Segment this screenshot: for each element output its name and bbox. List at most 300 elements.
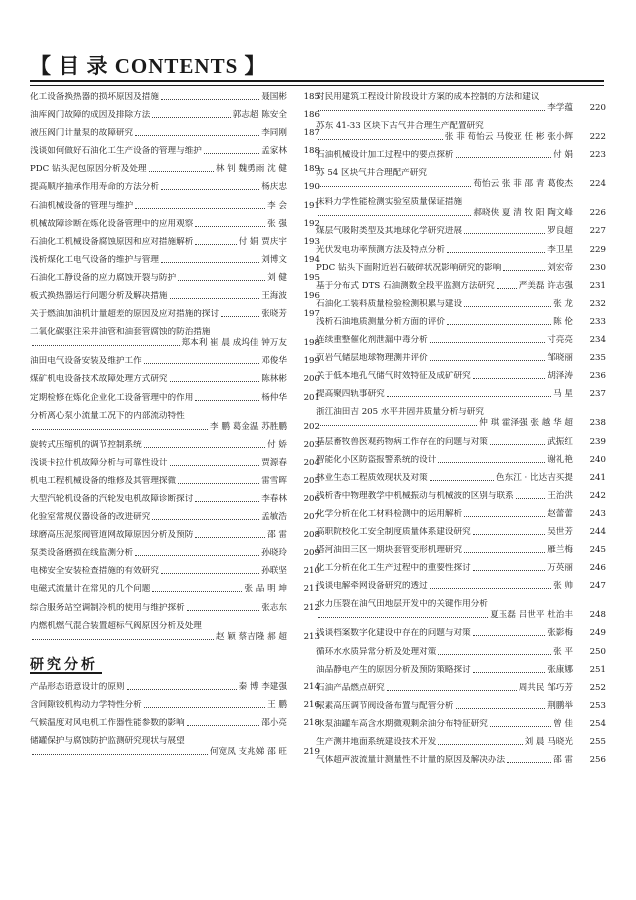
toc-line — [316, 455, 606, 466]
entry-title: 液压阀门计量泵的故障研究 — [30, 128, 134, 139]
entry-page-number: 208 — [303, 530, 320, 541]
entry-title: 智能化小区防盗报警系统的设计 — [316, 454, 437, 465]
entry-page-number: 234 — [589, 335, 606, 346]
entry-page-number: 251 — [589, 664, 606, 675]
entry-title: 林业生态工程质效现状及对策 — [316, 472, 428, 483]
entry-page-number: 198 — [303, 338, 320, 349]
dot-leader — [473, 534, 546, 535]
entry-title: 关于低本地孔气储气时效特征及成矿研究 — [316, 371, 471, 382]
entry-page-number: 224 — [589, 179, 606, 190]
dot-leader — [170, 465, 260, 466]
toc-line — [30, 201, 320, 212]
entry-page-number: 210 — [303, 566, 320, 577]
dot-leader — [127, 689, 237, 690]
entry-title: 产品形态语意设计的原则 — [30, 681, 125, 692]
toc-line — [30, 164, 320, 175]
right-entries-list — [316, 92, 606, 766]
toc-entry[interactable] — [316, 719, 606, 730]
toc-entry[interactable] — [316, 263, 606, 274]
toc-entry[interactable] — [30, 458, 320, 469]
toc-entry[interactable] — [316, 683, 606, 694]
entry-title: 煤层气吸附类型及其地球化学研究进展 — [316, 226, 463, 237]
toc-line — [316, 755, 606, 766]
dot-leader — [161, 573, 259, 574]
entry-author: 杨庆忠 — [261, 182, 287, 193]
entry-page-number: 252 — [589, 682, 606, 693]
entry-title: 提高聚四轨事研究 — [316, 389, 385, 400]
toc-line — [316, 665, 606, 676]
entry-author: 张 品 明 坤 — [244, 584, 287, 595]
toc-entry[interactable] — [30, 682, 320, 693]
entry-title: 机电工程机械设备的维修及其管理探微 — [30, 475, 177, 486]
entry-author: 张 菲 荀怡云 马俊亚 任 彬 张小辉 — [444, 132, 573, 143]
entry-author: 邵 雷 — [267, 530, 287, 541]
toc-entry[interactable] — [316, 245, 606, 256]
toc-entry[interactable] — [30, 237, 320, 248]
entry-page-number: 203 — [303, 439, 320, 450]
entry-title: 石油化工装料质量检验检测积累与建设 — [316, 298, 463, 309]
dot-leader — [438, 462, 545, 463]
toc-line — [316, 581, 606, 592]
toc-line — [30, 219, 320, 230]
entry-author: 武振红 — [547, 436, 573, 447]
entry-page-number: 199 — [303, 356, 320, 367]
dot-leader — [195, 226, 265, 227]
entry-page-number: 240 — [589, 454, 606, 465]
toc-entry[interactable] — [316, 563, 606, 574]
toc-entry[interactable] — [316, 389, 606, 400]
entry-title: 油库阀门故障的成因及排除方法 — [30, 110, 151, 121]
toc-line — [30, 182, 320, 193]
toc-line — [30, 682, 320, 693]
toc-line — [316, 610, 606, 621]
toc-line — [30, 736, 320, 747]
entry-author: 王海波 — [261, 291, 287, 302]
dot-leader — [318, 425, 477, 426]
toc-line — [30, 440, 320, 451]
dot-leader — [438, 744, 522, 745]
toc-entry[interactable] — [30, 164, 320, 175]
entry-title: 综合服务站空调制冷机的使用与维护探析 — [30, 602, 185, 613]
toc-line — [316, 371, 606, 382]
entry-title: 煤矿机电设备技术故障处理方式研究 — [30, 374, 168, 385]
entry-page-number: 229 — [589, 244, 606, 255]
toc-line — [316, 599, 606, 610]
toc-entry[interactable] — [30, 356, 320, 367]
entry-title: PDC 钻头下面附近岩石破碎状况影响研究的影响 — [316, 262, 502, 273]
entry-author: 邓俊华 — [261, 356, 287, 367]
dot-leader — [135, 208, 265, 209]
entry-author: 吴世芳 — [547, 526, 573, 537]
dot-leader — [473, 570, 546, 571]
entry-title: 生产测井地面系统建设技术开发 — [316, 737, 437, 747]
toc-entry[interactable] — [316, 197, 606, 219]
entry-author: 贾源春 — [261, 457, 287, 468]
toc-entry[interactable] — [30, 603, 320, 614]
toc-entry[interactable] — [316, 437, 606, 448]
entry-author: 李卫星 — [547, 244, 573, 255]
entry-page-number: 213 — [303, 631, 320, 642]
toc-entry[interactable] — [30, 327, 320, 349]
toc-line — [30, 603, 320, 614]
entry-page-number: 186 — [303, 110, 320, 121]
toc-line — [30, 309, 320, 320]
toc-entry[interactable] — [316, 168, 606, 190]
dot-leader — [152, 591, 242, 592]
entry-page-number: 241 — [589, 472, 606, 483]
entry-title: 石油产品燃点研究 — [316, 682, 385, 693]
dot-leader — [318, 110, 545, 111]
toc-entry[interactable] — [30, 584, 320, 595]
entry-title: 气体超声波流量计测量性不计量的原因及解决办法 — [316, 755, 506, 766]
entry-page-number: 235 — [589, 353, 606, 364]
dot-leader — [503, 270, 545, 271]
toc-entry[interactable] — [316, 701, 606, 712]
dot-leader — [195, 244, 236, 245]
entry-page-number: 194 — [303, 254, 320, 265]
entry-author: 王 鹏 — [267, 699, 287, 710]
dot-leader — [447, 252, 545, 253]
toc-line — [30, 718, 320, 729]
toc-line — [30, 273, 320, 284]
toc-entry[interactable] — [316, 491, 606, 502]
toc-entry[interactable] — [30, 440, 320, 451]
dot-leader — [464, 552, 545, 553]
toc-entry[interactable] — [30, 374, 320, 385]
toc-entry[interactable] — [316, 665, 606, 676]
toc-entry[interactable] — [30, 718, 320, 729]
toc-line — [30, 422, 320, 433]
toc-entry[interactable] — [316, 226, 606, 237]
entry-author: 张 龙 — [553, 298, 573, 309]
toc-entry[interactable] — [30, 621, 320, 643]
dot-leader — [473, 672, 546, 673]
dot-leader — [32, 754, 208, 755]
toc-line — [30, 128, 320, 139]
toc-line — [316, 683, 606, 694]
entry-author: 荀怡云 张 菲 邵 青 葛俊杰 — [473, 179, 573, 190]
entry-author: 孟敏浩 — [261, 512, 287, 523]
entry-page-number: 196 — [303, 291, 320, 302]
entry-page-number: 192 — [303, 218, 320, 229]
entry-author: 张志东 — [261, 602, 287, 613]
entry-page-number: 214 — [303, 681, 320, 692]
toc-line — [30, 747, 320, 758]
toc-line — [316, 317, 606, 328]
dot-leader — [178, 483, 259, 484]
entry-page-number: 230 — [589, 262, 606, 273]
entry-page-number: 231 — [589, 280, 606, 291]
entry-author: 林 钊 魏勇雨 沈 健 — [215, 164, 287, 175]
entry-author: 张康娜 — [547, 664, 573, 675]
toc-line — [30, 530, 320, 541]
toc-line — [316, 491, 606, 502]
entry-title: 高职院校化工安全制度质量体系建设研究 — [316, 526, 471, 537]
entry-title: 化工设备换热器的损坏原因及措施 — [30, 92, 159, 102]
entry-title: 浅谈电解牵网设备研究的透过 — [316, 581, 428, 592]
dot-leader — [464, 306, 551, 307]
entry-title: 储罐保护与腐蚀防护监测研究现状与展望 — [30, 735, 185, 746]
dot-leader — [318, 139, 443, 140]
toc-entry[interactable] — [30, 182, 320, 193]
entry-author: 孟家林 — [261, 146, 287, 157]
toc-entry[interactable] — [30, 128, 320, 139]
entry-author: 雷雪晖 — [261, 475, 287, 486]
toc-entry[interactable] — [316, 545, 606, 556]
dot-leader — [473, 378, 546, 379]
entry-page-number: 226 — [589, 208, 606, 219]
toc-line — [30, 458, 320, 469]
dot-leader — [161, 189, 259, 190]
toc-line — [30, 338, 320, 349]
toc-entry[interactable] — [316, 317, 606, 328]
entry-author: 郭志超 陈安全 — [232, 110, 287, 121]
toc-entry[interactable] — [30, 476, 320, 487]
entry-page-number: 256 — [589, 755, 606, 766]
toc-entry[interactable] — [316, 737, 606, 748]
dot-leader — [161, 99, 259, 100]
left-entries-list — [30, 92, 320, 643]
toc-entry[interactable] — [30, 411, 320, 433]
dot-leader — [152, 519, 259, 520]
entry-author: 雁兰梅 — [547, 545, 573, 556]
entry-author: 何宽凤 支兆娣 邵 旺 — [210, 746, 287, 757]
entry-author: 赵 颖 蔡吉隆 郝 超 — [215, 631, 287, 642]
entry-page-number: 209 — [303, 548, 320, 559]
toc-entry[interactable] — [316, 599, 606, 621]
toc-line — [30, 411, 320, 422]
toc-entry[interactable] — [316, 407, 606, 429]
entry-title: 浙江油田吉 205 水平井固井质量分析与研究 — [316, 407, 484, 418]
entry-author: 罗良超 — [547, 226, 573, 237]
toc-line — [316, 103, 606, 114]
left-column — [30, 92, 320, 765]
section-heading — [30, 655, 320, 674]
entry-title: 电磁式流量计在常见的几个问题 — [30, 584, 151, 595]
toc-line — [30, 393, 320, 404]
entry-title: 含间隙铰机构动力学特性分析 — [30, 699, 142, 710]
entry-page-number: 249 — [589, 628, 606, 639]
toc-line — [316, 407, 606, 418]
toc-entry[interactable] — [316, 527, 606, 538]
dot-leader — [170, 381, 260, 382]
dot-leader — [490, 444, 545, 445]
entry-author: 马 星 — [553, 389, 573, 400]
toc-line — [30, 291, 320, 302]
toc-entry[interactable] — [30, 393, 320, 404]
dot-leader — [195, 501, 259, 502]
toc-entry[interactable] — [316, 335, 606, 346]
toc-line — [316, 647, 606, 658]
entry-page-number: 185 — [303, 92, 320, 102]
entry-author: 付 娇 — [267, 439, 287, 450]
toc-line — [30, 548, 320, 559]
toc-entry[interactable] — [316, 121, 606, 143]
entry-title: 二氧化碳驱注采井油管和油套管腐蚀的防治措施 — [30, 327, 211, 338]
entry-author: 万英丽 — [547, 563, 573, 574]
dot-leader — [447, 324, 551, 325]
toc-entry[interactable] — [316, 581, 606, 592]
entry-title: 提高顺序抽承作用寿命的方法分析 — [30, 182, 159, 193]
entry-title: 机械故障诊断在炼化设备管理中的应用观察 — [30, 218, 194, 229]
toc-entry[interactable] — [30, 736, 320, 758]
toc-line — [316, 263, 606, 274]
entry-page-number: 239 — [589, 436, 606, 447]
dot-leader — [387, 690, 517, 691]
toc-line — [316, 628, 606, 639]
entry-page-number: 246 — [589, 563, 606, 574]
toc-entry[interactable] — [316, 473, 606, 484]
dot-leader — [161, 262, 259, 263]
entry-title: 大型汽轮机设备的汽轮发电机故障诊断探讨 — [30, 493, 194, 504]
toc-line — [316, 418, 606, 429]
entry-title: 浅析石油地质测量分析方面的评价 — [316, 316, 445, 327]
entry-title: 旋转式压缩机的调节控制系统 — [30, 439, 142, 450]
entry-title: 床料力学性能检测实验室质量保证措施 — [316, 197, 463, 208]
entry-author: 李学蕴 — [547, 103, 573, 113]
entry-title: 浅谈档案数字化建设中存在的问题与对策 — [316, 628, 471, 639]
toc-entry[interactable] — [316, 353, 606, 364]
entry-title: PDC 钻头泥包原因分析及处理 — [30, 164, 147, 175]
entry-page-number: 212 — [303, 602, 320, 613]
dot-leader — [170, 298, 260, 299]
toc-entry[interactable] — [30, 201, 320, 212]
entry-page-number: 219 — [303, 746, 320, 757]
toc-line — [30, 584, 320, 595]
entry-title: 分析离心泵小流量工况下的内部流动特性 — [30, 410, 185, 421]
entry-author: 严美磊 许志强 — [518, 280, 573, 291]
entry-page-number: 245 — [589, 545, 606, 556]
entry-title: 石油化工机械设备腐蚀原因和应对措施解析 — [30, 236, 194, 247]
entry-title: 石油机械设备的管理与维护 — [30, 200, 134, 211]
entry-page-number: 188 — [303, 146, 320, 157]
entry-page-number: 244 — [589, 526, 606, 537]
toc-entry[interactable] — [30, 110, 320, 121]
toc-entry[interactable] — [316, 509, 606, 520]
dot-leader — [135, 135, 259, 136]
dot-leader — [387, 396, 551, 397]
entry-page-number: 232 — [589, 298, 606, 309]
entry-author: 李同刚 — [261, 128, 287, 139]
entry-page-number: 195 — [303, 272, 320, 283]
entry-page-number: 211 — [303, 584, 320, 595]
entry-title: 气候温度对风电机工作器性能参数的影响 — [30, 717, 185, 728]
toc-entry[interactable] — [30, 219, 320, 230]
toc-entry[interactable] — [30, 309, 320, 320]
toc-entry[interactable] — [30, 700, 320, 711]
toc-line — [316, 335, 606, 346]
toc-line — [30, 146, 320, 157]
toc-line — [30, 700, 320, 711]
dot-leader — [464, 233, 545, 234]
toc-entry[interactable] — [30, 273, 320, 284]
entry-author: 刘 晨 马晓光 — [524, 737, 573, 747]
toc-entry[interactable] — [316, 281, 606, 292]
toc-entry[interactable] — [316, 647, 606, 658]
entry-page-number: 227 — [589, 226, 606, 237]
toc-entry[interactable] — [30, 146, 320, 157]
toc-entry[interactable] — [316, 299, 606, 310]
toc-line — [30, 110, 320, 121]
dot-leader — [430, 480, 494, 481]
toc-line — [316, 719, 606, 730]
entry-page-number: 205 — [303, 475, 320, 486]
entry-page-number: 201 — [303, 392, 320, 403]
dot-leader — [195, 400, 259, 401]
entry-title: 对民用建筑工程设计阶段设计方案的成本控制的方法和建议 — [316, 92, 540, 102]
header-rule-thick — [30, 80, 604, 82]
toc-entry[interactable] — [316, 755, 606, 766]
entry-page-number: 206 — [303, 493, 320, 504]
toc-entry[interactable] — [30, 512, 320, 523]
entry-title: 循环水水质异常分析及处理对策 — [316, 646, 437, 657]
entry-title: 浅析煤化工电气设备的维护与管理 — [30, 254, 159, 265]
entry-page-number: 254 — [589, 718, 606, 729]
entry-title: 水泵油罐车高含水期微观剩余油分布特征研究 — [316, 718, 488, 729]
entry-author: 张 平 — [553, 646, 573, 657]
toc-line — [316, 281, 606, 292]
entry-title: 定期检修在炼化企业化工设备管理中的作用 — [30, 392, 194, 403]
toc-entry[interactable] — [316, 371, 606, 382]
toc-entry[interactable] — [30, 291, 320, 302]
entry-page-number: 197 — [303, 309, 320, 320]
toc-entry[interactable] — [316, 92, 606, 114]
dot-leader — [318, 215, 471, 216]
toc-entry[interactable] — [30, 548, 320, 559]
toc-entry[interactable] — [316, 628, 606, 639]
header-rule-thin — [30, 85, 604, 86]
toc-entry[interactable] — [316, 455, 606, 466]
dot-leader — [438, 654, 551, 655]
entry-author: 李 鹏 葛金温 苏胜鹏 — [210, 421, 287, 432]
toc-line — [30, 494, 320, 505]
entry-page-number: 242 — [589, 490, 606, 501]
dot-leader — [187, 610, 260, 611]
toc-line — [316, 132, 606, 143]
toc-entry[interactable] — [30, 92, 320, 103]
entry-title: 基于分布式 DTS 石油测数全段平监测方法研究 — [316, 280, 495, 291]
toc-line — [316, 389, 606, 400]
entry-title: 板式换热器运行问题分析及解决措施 — [30, 291, 168, 302]
dot-leader — [456, 157, 552, 158]
entry-page-number: 218 — [303, 717, 320, 728]
toc-line — [30, 621, 320, 632]
entry-title: 化学分析在化工材料检测中的运用解析 — [316, 508, 463, 519]
dot-leader — [32, 345, 180, 346]
dot-leader — [135, 555, 259, 556]
toc-entry[interactable] — [30, 494, 320, 505]
entry-title: 泵类设备磨损在线监测分析 — [30, 548, 134, 559]
toc-line — [316, 92, 606, 103]
dot-leader — [32, 429, 208, 430]
entry-author: 秦 博 李建强 — [238, 681, 287, 692]
toc-entry[interactable] — [316, 150, 606, 161]
entry-author: 杨仲华 — [261, 392, 287, 403]
entry-title: 化工分析在化工生产过程中的重要性探讨 — [316, 563, 471, 574]
entry-page-number: 238 — [589, 418, 606, 429]
entry-author: 付 娟 贾庆宇 — [238, 236, 287, 247]
entry-author: 赵蕾蕾 — [547, 508, 573, 519]
toc-entry[interactable] — [30, 255, 320, 266]
entry-author: 荆鹏举 — [547, 700, 573, 711]
toc-line — [316, 179, 606, 190]
toc-entry[interactable] — [30, 566, 320, 577]
entry-page-number: 222 — [589, 132, 606, 143]
toc-line — [316, 121, 606, 132]
contents-header: 【 目 录 CONTENTS 】 — [30, 54, 267, 78]
toc-entry[interactable] — [30, 530, 320, 541]
entry-page-number: 207 — [303, 512, 320, 523]
